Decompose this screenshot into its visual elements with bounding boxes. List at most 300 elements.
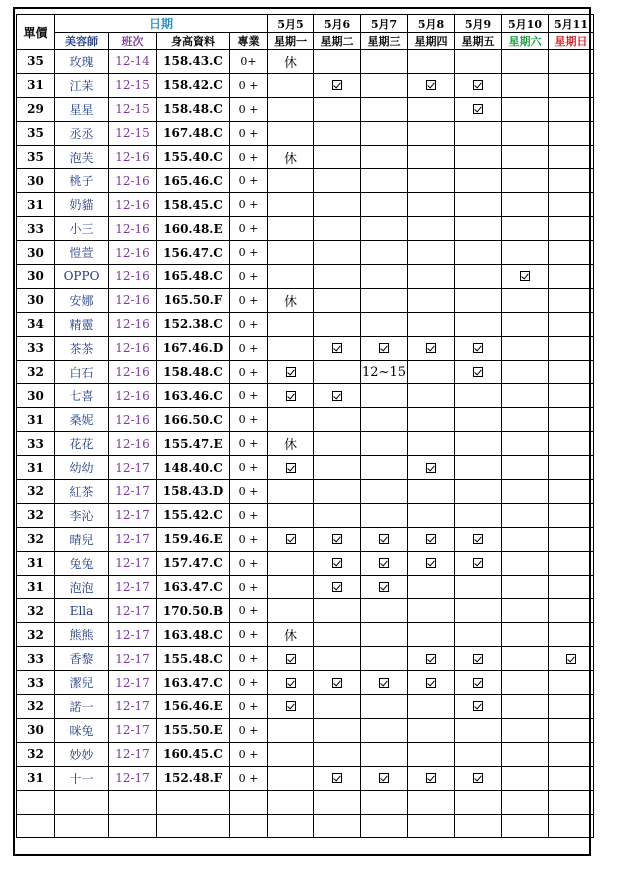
schedule-cell[interactable] — [455, 169, 502, 193]
schedule-cell[interactable] — [455, 623, 502, 647]
schedule-cell[interactable] — [502, 169, 549, 193]
schedule-cell[interactable] — [314, 73, 361, 97]
checkbox-checked-icon — [286, 534, 296, 544]
schedule-cell[interactable] — [455, 265, 502, 289]
stylist-name: 花花 — [55, 432, 109, 456]
specialty-cell: 0 + — [230, 312, 268, 336]
schedule-cell[interactable] — [408, 50, 455, 74]
schedule-cell[interactable] — [408, 97, 455, 121]
schedule-cell[interactable] — [455, 73, 502, 97]
schedule-cell[interactable] — [455, 503, 502, 527]
empty-cell[interactable] — [408, 790, 455, 814]
schedule-cell[interactable] — [408, 241, 455, 265]
price-cell: 35 — [17, 121, 55, 145]
schedule-cell[interactable] — [455, 312, 502, 336]
schedule-cell[interactable] — [314, 408, 361, 432]
schedule-cell[interactable] — [408, 718, 455, 742]
price-cell: 32 — [17, 742, 55, 766]
schedule-cell[interactable] — [268, 193, 314, 217]
schedule-cell[interactable] — [455, 408, 502, 432]
schedule-cell[interactable] — [502, 360, 549, 384]
empty-cell[interactable] — [502, 790, 549, 814]
schedule-cell[interactable] — [268, 145, 314, 169]
schedule-cell[interactable] — [455, 97, 502, 121]
schedule-cell[interactable] — [314, 265, 361, 289]
schedule-cell[interactable] — [502, 456, 549, 480]
schedule-cell[interactable] — [408, 360, 455, 384]
schedule-cell[interactable] — [408, 169, 455, 193]
stylist-name: 兔兔 — [55, 551, 109, 575]
schedule-cell[interactable] — [502, 623, 549, 647]
schedule-cell[interactable] — [455, 121, 502, 145]
schedule-cell[interactable] — [408, 336, 455, 360]
schedule-cell[interactable] — [314, 217, 361, 241]
schedule-cell[interactable] — [408, 145, 455, 169]
schedule-cell[interactable] — [408, 480, 455, 504]
empty-cell[interactable] — [17, 790, 55, 814]
schedule-cell[interactable] — [549, 50, 594, 74]
schedule-cell[interactable] — [549, 718, 594, 742]
schedule-cell[interactable] — [502, 718, 549, 742]
schedule-cell[interactable] — [268, 360, 314, 384]
schedule-cell[interactable] — [408, 384, 455, 408]
schedule-cell[interactable] — [268, 623, 314, 647]
schedule-cell[interactable] — [361, 671, 408, 695]
schedule-cell[interactable] — [502, 97, 549, 121]
schedule-cell[interactable] — [549, 169, 594, 193]
schedule-cell[interactable] — [549, 288, 594, 312]
schedule-cell[interactable] — [549, 312, 594, 336]
schedule-cell[interactable] — [408, 432, 455, 456]
table-row — [17, 527, 594, 551]
weekday-5: 星期五 — [455, 33, 502, 50]
schedule-cell[interactable] — [408, 121, 455, 145]
schedule-cell[interactable] — [502, 647, 549, 671]
schedule-cell[interactable] — [361, 193, 408, 217]
schedule-cell[interactable] — [455, 217, 502, 241]
day-off-label: 休 — [284, 151, 298, 167]
schedule-cell[interactable] — [408, 575, 455, 599]
schedule-cell[interactable] — [314, 575, 361, 599]
table-row — [17, 265, 594, 289]
schedule-cell[interactable] — [549, 551, 594, 575]
schedule-cell[interactable] — [314, 121, 361, 145]
schedule-cell[interactable] — [361, 623, 408, 647]
schedule-cell[interactable] — [455, 575, 502, 599]
schedule-cell[interactable] — [268, 50, 314, 74]
schedule-cell[interactable] — [268, 456, 314, 480]
schedule-cell[interactable] — [361, 503, 408, 527]
schedule-cell[interactable] — [361, 408, 408, 432]
schedule-cell[interactable] — [455, 241, 502, 265]
schedule-cell[interactable] — [455, 718, 502, 742]
schedule-cell[interactable] — [549, 742, 594, 766]
schedule-cell[interactable] — [268, 408, 314, 432]
height-data-cell: 158.42.C — [157, 73, 230, 97]
schedule-cell[interactable] — [455, 432, 502, 456]
schedule-cell[interactable] — [361, 575, 408, 599]
shift-cell: 12-17 — [109, 671, 157, 695]
weekday-6: 星期六 — [502, 33, 549, 50]
schedule-cell[interactable] — [408, 623, 455, 647]
schedule-cell[interactable] — [549, 695, 594, 719]
schedule-cell[interactable] — [361, 288, 408, 312]
schedule-cell[interactable] — [502, 599, 549, 623]
empty-cell[interactable] — [314, 790, 361, 814]
schedule-cell[interactable] — [314, 312, 361, 336]
schedule-cell[interactable] — [268, 241, 314, 265]
schedule-cell[interactable] — [314, 288, 361, 312]
weekday-7: 星期日 — [549, 33, 594, 50]
schedule-cell[interactable] — [549, 193, 594, 217]
empty-cell[interactable] — [109, 814, 157, 838]
empty-cell[interactable] — [549, 790, 594, 814]
schedule-cell[interactable] — [361, 97, 408, 121]
schedule-cell[interactable] — [314, 193, 361, 217]
schedule-cell[interactable] — [549, 623, 594, 647]
schedule-cell[interactable] — [361, 480, 408, 504]
checkbox-checked-icon — [379, 558, 389, 568]
table-row — [17, 575, 594, 599]
empty-row — [17, 790, 594, 814]
specialty-cell: 0 + — [230, 97, 268, 121]
schedule-cell[interactable] — [314, 695, 361, 719]
schedule-cell[interactable] — [314, 432, 361, 456]
height-data-cell: 163.46.C — [157, 384, 230, 408]
schedule-cell[interactable] — [502, 312, 549, 336]
schedule-cell[interactable] — [502, 241, 549, 265]
schedule-cell[interactable] — [502, 551, 549, 575]
schedule-cell[interactable] — [455, 766, 502, 790]
schedule-cell[interactable] — [361, 265, 408, 289]
schedule-cell[interactable] — [408, 73, 455, 97]
schedule-cell[interactable] — [268, 575, 314, 599]
schedule-cell[interactable] — [361, 50, 408, 74]
checkbox-checked-icon — [379, 773, 389, 783]
schedule-cell[interactable] — [361, 360, 408, 384]
schedule-cell[interactable] — [408, 265, 455, 289]
schedule-cell[interactable] — [314, 336, 361, 360]
table-row — [17, 384, 594, 408]
schedule-cell[interactable] — [502, 408, 549, 432]
schedule-cell[interactable] — [268, 97, 314, 121]
schedule-cell[interactable] — [549, 97, 594, 121]
schedule-cell[interactable] — [502, 73, 549, 97]
schedule-cell[interactable] — [455, 695, 502, 719]
schedule-cell[interactable] — [408, 408, 455, 432]
schedule-cell[interactable] — [549, 384, 594, 408]
schedule-cell[interactable] — [314, 599, 361, 623]
shift-cell: 12-16 — [109, 265, 157, 289]
specialty-cell: 0 + — [230, 742, 268, 766]
schedule-cell[interactable] — [314, 480, 361, 504]
height-data-cell: 159.46.E — [157, 527, 230, 551]
schedule-cell[interactable] — [502, 480, 549, 504]
schedule-cell[interactable] — [268, 503, 314, 527]
empty-cell[interactable] — [17, 814, 55, 838]
schedule-cell[interactable] — [455, 671, 502, 695]
schedule-cell[interactable] — [408, 742, 455, 766]
schedule-cell[interactable] — [455, 360, 502, 384]
schedule-cell[interactable] — [314, 647, 361, 671]
height-data-header: 身高資料 — [157, 33, 230, 50]
schedule-cell[interactable] — [502, 742, 549, 766]
schedule-cell[interactable] — [455, 599, 502, 623]
schedule-cell[interactable] — [314, 671, 361, 695]
price-cell: 32 — [17, 599, 55, 623]
empty-row — [17, 814, 594, 838]
schedule-cell[interactable] — [314, 97, 361, 121]
schedule-cell[interactable] — [314, 718, 361, 742]
height-data-cell: 165.48.C — [157, 265, 230, 289]
price-cell: 33 — [17, 671, 55, 695]
schedule-cell[interactable] — [408, 671, 455, 695]
stylist-name: 諾一 — [55, 695, 109, 719]
schedule-cell[interactable] — [455, 288, 502, 312]
schedule-cell[interactable] — [268, 384, 314, 408]
price-cell: 33 — [17, 647, 55, 671]
stylist-name: OPPO — [55, 265, 109, 289]
schedule-cell[interactable] — [268, 217, 314, 241]
schedule-cell[interactable] — [314, 360, 361, 384]
schedule-cell[interactable] — [408, 312, 455, 336]
schedule-cell[interactable] — [549, 265, 594, 289]
schedule-cell[interactable] — [268, 551, 314, 575]
stylist-name: 幼幼 — [55, 456, 109, 480]
schedule-cell[interactable] — [268, 169, 314, 193]
empty-cell[interactable] — [361, 790, 408, 814]
empty-cell[interactable] — [549, 814, 594, 838]
schedule-cell[interactable] — [314, 766, 361, 790]
schedule-cell[interactable] — [268, 288, 314, 312]
schedule-cell[interactable] — [502, 766, 549, 790]
schedule-cell[interactable] — [455, 647, 502, 671]
checkbox-checked-icon — [473, 80, 483, 90]
empty-cell[interactable] — [361, 814, 408, 838]
schedule-cell[interactable] — [549, 599, 594, 623]
schedule-cell[interactable] — [314, 241, 361, 265]
schedule-cell[interactable] — [408, 217, 455, 241]
schedule-cell[interactable] — [408, 647, 455, 671]
schedule-cell[interactable] — [268, 718, 314, 742]
schedule-cell[interactable] — [268, 766, 314, 790]
checkbox-checked-icon — [379, 582, 389, 592]
price-cell: 30 — [17, 288, 55, 312]
day-off-label: 休 — [284, 629, 298, 645]
schedule-cell[interactable] — [408, 288, 455, 312]
schedule-cell[interactable] — [268, 121, 314, 145]
schedule-cell[interactable] — [314, 742, 361, 766]
empty-cell[interactable] — [268, 814, 314, 838]
empty-cell[interactable] — [157, 790, 230, 814]
schedule-cell[interactable] — [268, 647, 314, 671]
schedule-cell[interactable] — [268, 480, 314, 504]
schedule-cell[interactable] — [455, 384, 502, 408]
schedule-cell[interactable] — [549, 145, 594, 169]
schedule-cell[interactable] — [549, 360, 594, 384]
specialty-cell: 0 + — [230, 360, 268, 384]
schedule-cell[interactable] — [502, 50, 549, 74]
empty-cell[interactable] — [455, 790, 502, 814]
schedule-cell[interactable] — [361, 647, 408, 671]
schedule-cell[interactable] — [549, 575, 594, 599]
empty-cell[interactable] — [408, 814, 455, 838]
specialty-cell: 0 + — [230, 647, 268, 671]
schedule-cell[interactable] — [455, 50, 502, 74]
schedule-cell[interactable] — [361, 432, 408, 456]
empty-cell[interactable] — [55, 790, 109, 814]
schedule-cell[interactable] — [314, 527, 361, 551]
schedule-cell[interactable] — [549, 503, 594, 527]
schedule-cell[interactable] — [408, 456, 455, 480]
table-row — [17, 50, 594, 74]
schedule-cell[interactable] — [549, 73, 594, 97]
empty-cell[interactable] — [55, 814, 109, 838]
schedule-cell[interactable] — [455, 193, 502, 217]
checkbox-checked-icon — [379, 678, 389, 688]
schedule-cell[interactable] — [361, 145, 408, 169]
schedule-cell[interactable] — [361, 169, 408, 193]
height-data-cell: 158.43.D — [157, 480, 230, 504]
empty-cell[interactable] — [268, 790, 314, 814]
schedule-cell[interactable] — [549, 408, 594, 432]
empty-cell[interactable] — [230, 790, 268, 814]
empty-cell[interactable] — [109, 790, 157, 814]
schedule-cell[interactable] — [361, 456, 408, 480]
schedule-cell[interactable] — [361, 121, 408, 145]
schedule-cell[interactable] — [408, 551, 455, 575]
shift-cell: 12-16 — [109, 241, 157, 265]
height-data-cell: 157.47.C — [157, 551, 230, 575]
schedule-cell[interactable] — [268, 336, 314, 360]
schedule-cell[interactable] — [361, 384, 408, 408]
schedule-cell[interactable] — [268, 265, 314, 289]
schedule-cell[interactable] — [502, 265, 549, 289]
schedule-cell[interactable] — [502, 384, 549, 408]
schedule-cell[interactable] — [268, 312, 314, 336]
schedule-cell[interactable] — [502, 145, 549, 169]
schedule-cell[interactable] — [361, 241, 408, 265]
price-cell: 31 — [17, 575, 55, 599]
schedule-cell[interactable] — [314, 384, 361, 408]
schedule-cell[interactable] — [549, 480, 594, 504]
schedule-cell[interactable] — [455, 527, 502, 551]
schedule-cell[interactable] — [549, 217, 594, 241]
schedule-cell[interactable] — [361, 766, 408, 790]
custom-shift-label: 12~15 — [362, 364, 406, 380]
schedule-cell[interactable] — [268, 73, 314, 97]
checkbox-checked-icon — [426, 678, 436, 688]
schedule-cell[interactable] — [502, 671, 549, 695]
schedule-cell[interactable] — [502, 432, 549, 456]
checkbox-checked-icon — [286, 654, 296, 664]
schedule-cell[interactable] — [408, 193, 455, 217]
schedule-cell[interactable] — [268, 695, 314, 719]
checkbox-checked-icon — [473, 534, 483, 544]
schedule-cell[interactable] — [361, 73, 408, 97]
schedule-cell[interactable] — [502, 217, 549, 241]
schedule-cell[interactable] — [268, 432, 314, 456]
schedule-cell[interactable] — [502, 193, 549, 217]
schedule-cell[interactable] — [408, 503, 455, 527]
table-row — [17, 193, 594, 217]
schedule-cell[interactable] — [314, 503, 361, 527]
schedule-cell[interactable] — [314, 623, 361, 647]
schedule-cell[interactable] — [408, 766, 455, 790]
schedule-cell[interactable] — [361, 312, 408, 336]
schedule-cell[interactable] — [455, 145, 502, 169]
checkbox-checked-icon — [473, 773, 483, 783]
shift-cell: 12-17 — [109, 575, 157, 599]
schedule-cell[interactable] — [408, 695, 455, 719]
schedule-cell[interactable] — [549, 241, 594, 265]
schedule-cell[interactable] — [549, 766, 594, 790]
empty-cell[interactable] — [455, 814, 502, 838]
schedule-cell[interactable] — [455, 742, 502, 766]
schedule-cell[interactable] — [361, 527, 408, 551]
schedule-cell[interactable] — [549, 121, 594, 145]
checkbox-checked-icon — [566, 654, 576, 664]
empty-cell[interactable] — [502, 814, 549, 838]
price-cell: 33 — [17, 217, 55, 241]
schedule-cell[interactable] — [502, 503, 549, 527]
weekday-4: 星期四 — [408, 33, 455, 50]
shift-cell: 12-17 — [109, 647, 157, 671]
schedule-cell[interactable] — [361, 551, 408, 575]
table-row — [17, 145, 594, 169]
schedule-cell[interactable] — [549, 432, 594, 456]
schedule-cell[interactable] — [455, 551, 502, 575]
schedule-cell[interactable] — [502, 527, 549, 551]
schedule-cell[interactable] — [408, 527, 455, 551]
schedule-cell[interactable] — [502, 695, 549, 719]
schedule-cell[interactable] — [361, 217, 408, 241]
schedule-cell[interactable] — [502, 121, 549, 145]
schedule-cell[interactable] — [408, 599, 455, 623]
schedule-cell[interactable] — [314, 169, 361, 193]
schedule-cell[interactable] — [549, 671, 594, 695]
day-date-4: 5月8 — [408, 15, 455, 33]
schedule-cell[interactable] — [314, 456, 361, 480]
schedule-cell[interactable] — [549, 647, 594, 671]
schedule-cell[interactable] — [314, 551, 361, 575]
schedule-cell[interactable] — [549, 336, 594, 360]
schedule-cell[interactable] — [361, 336, 408, 360]
schedule-cell[interactable] — [455, 456, 502, 480]
schedule-cell[interactable] — [361, 718, 408, 742]
empty-cell[interactable] — [230, 814, 268, 838]
empty-cell[interactable] — [314, 814, 361, 838]
schedule-cell[interactable] — [502, 575, 549, 599]
schedule-cell[interactable] — [361, 599, 408, 623]
schedule-cell[interactable] — [314, 50, 361, 74]
schedule-cell[interactable] — [268, 742, 314, 766]
schedule-cell[interactable] — [361, 742, 408, 766]
schedule-cell[interactable] — [268, 671, 314, 695]
empty-cell[interactable] — [157, 814, 230, 838]
schedule-cell[interactable] — [455, 336, 502, 360]
schedule-cell[interactable] — [502, 288, 549, 312]
schedule-cell[interactable] — [549, 527, 594, 551]
schedule-cell[interactable] — [455, 480, 502, 504]
schedule-cell[interactable] — [314, 145, 361, 169]
schedule-cell[interactable] — [268, 599, 314, 623]
schedule-cell[interactable] — [502, 336, 549, 360]
schedule-cell[interactable] — [268, 527, 314, 551]
checkbox-checked-icon — [473, 558, 483, 568]
schedule-cell[interactable] — [361, 695, 408, 719]
schedule-cell[interactable] — [549, 456, 594, 480]
